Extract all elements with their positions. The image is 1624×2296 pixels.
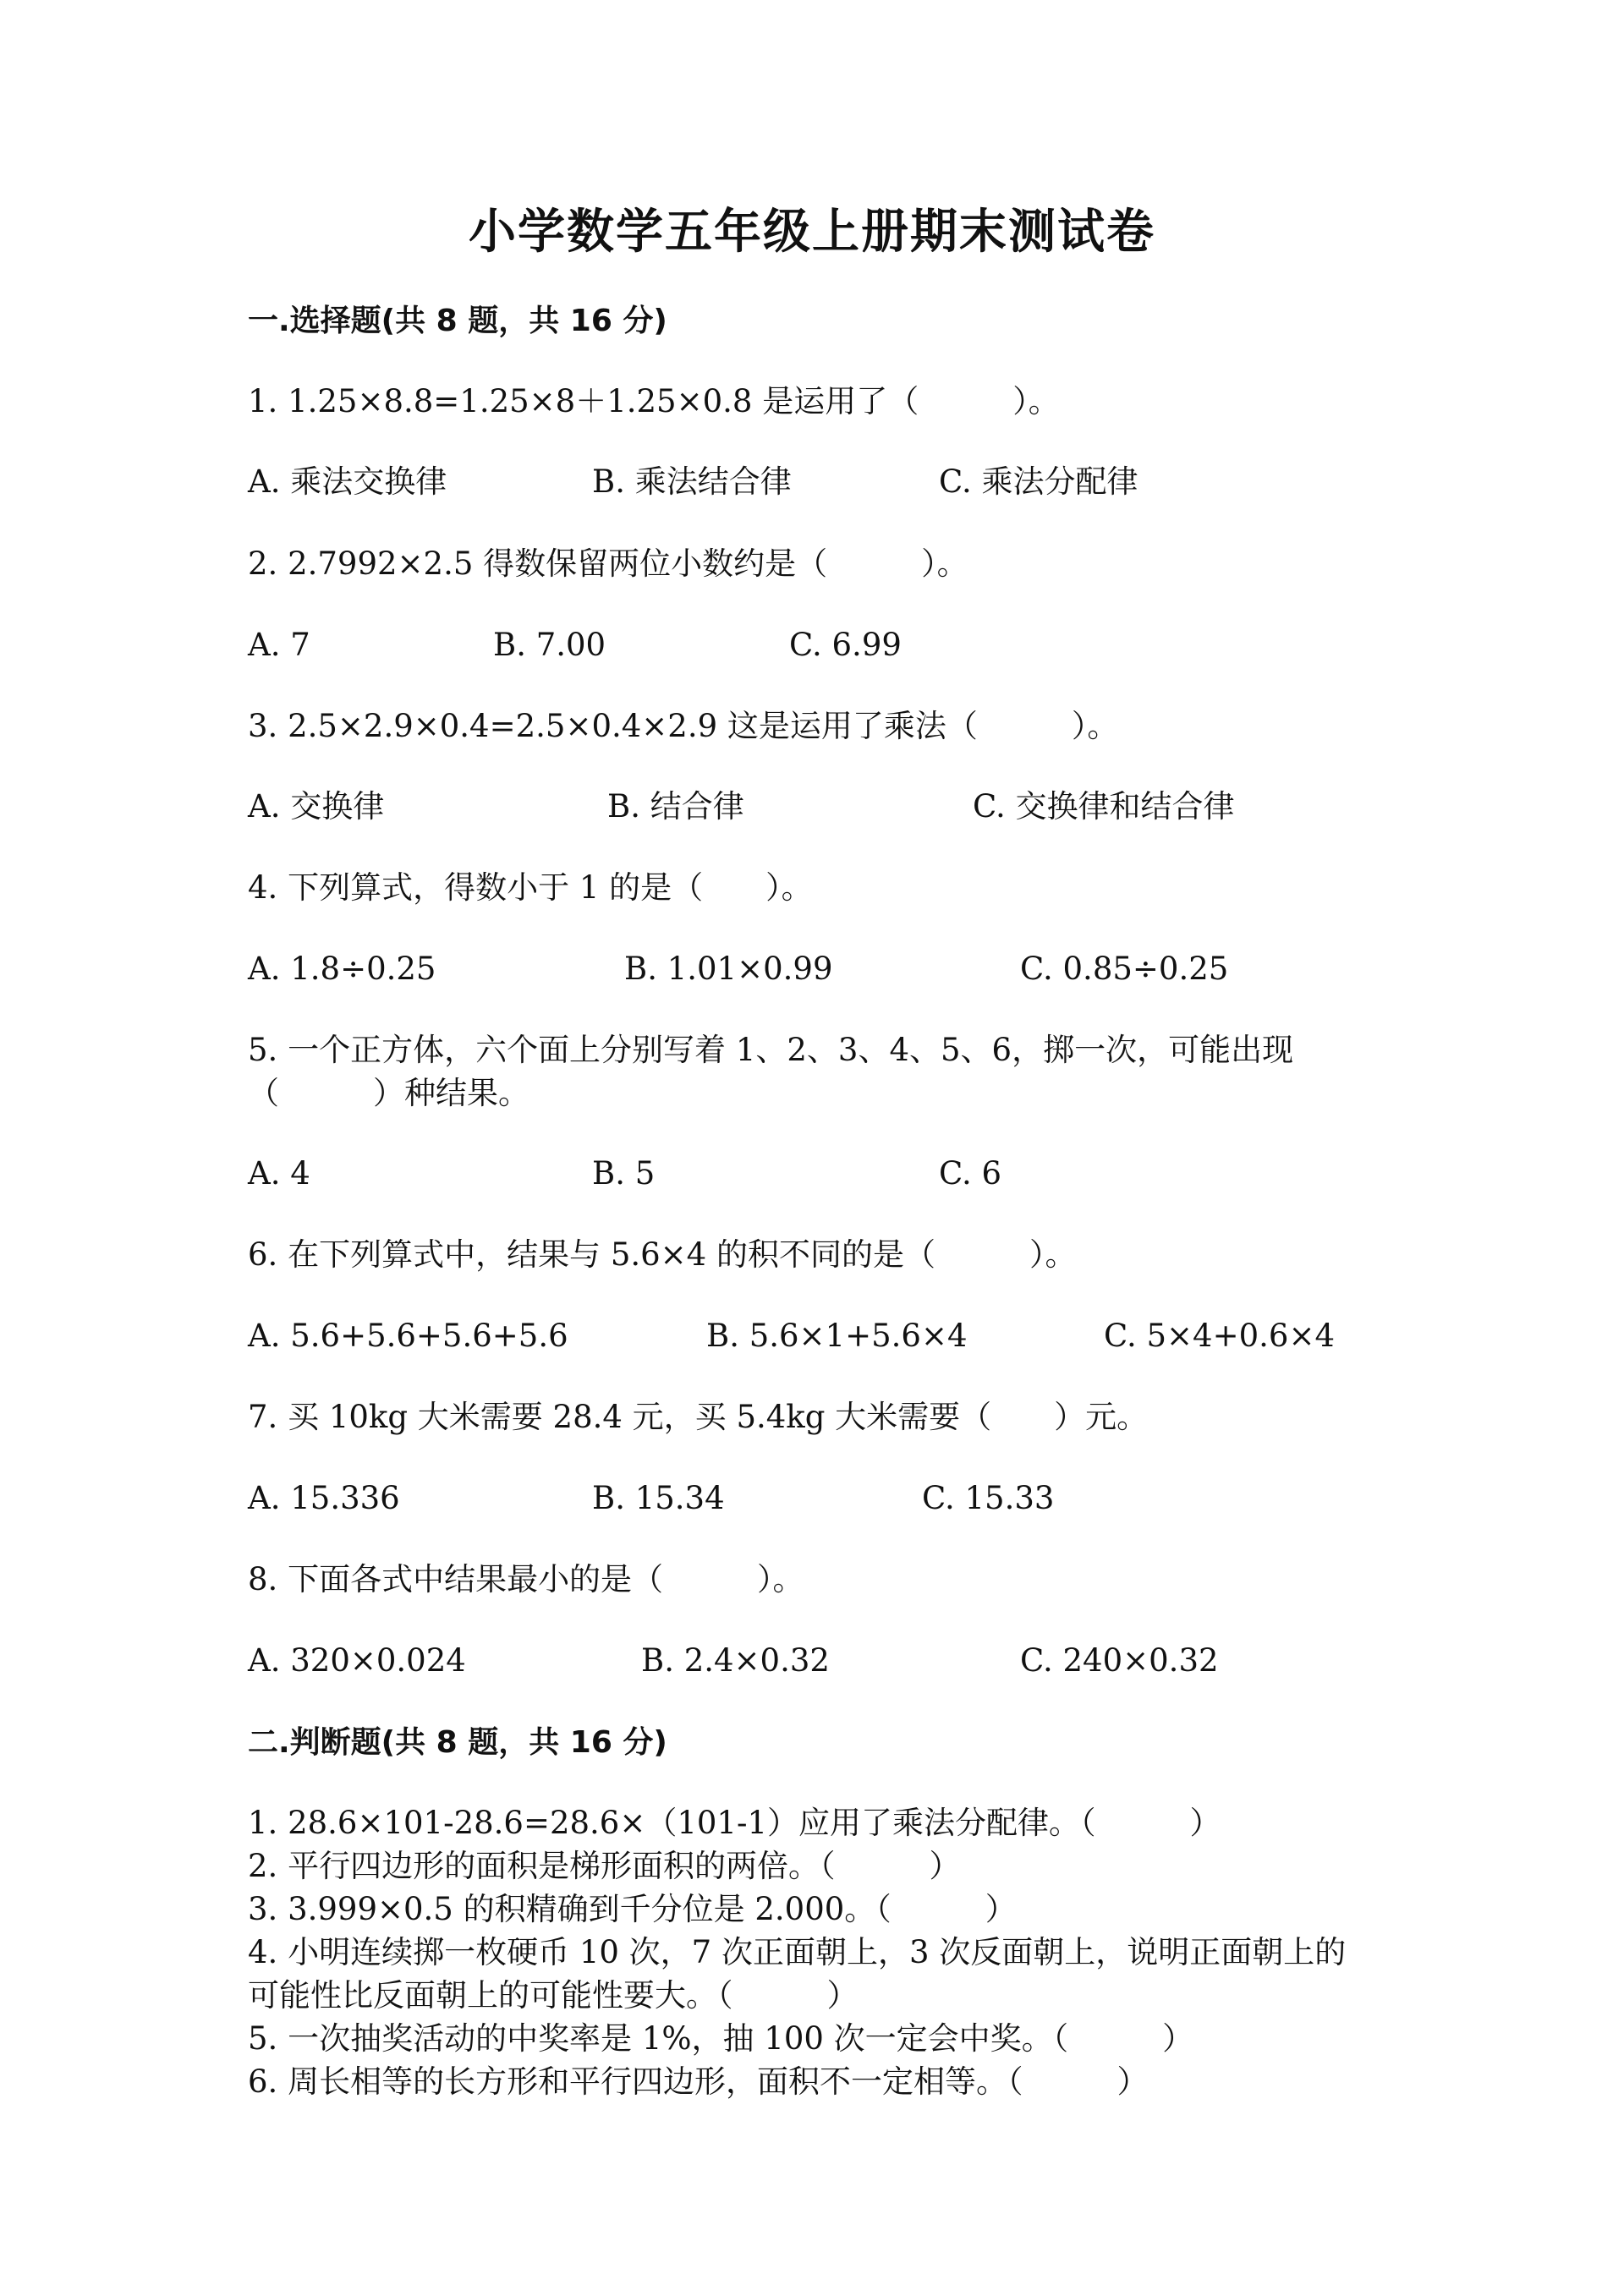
q1-option-c: C. 乘法分配律 <box>939 463 1138 500</box>
judgment-item-4: 4. 小明连续掷一枚硬币 10 次，7 次正面朝上，3 次反面朝上，说明正面朝上的 <box>248 1934 1347 1970</box>
q8-option-b: B. 2.4×0.32 <box>641 1642 830 1679</box>
q2-option-a: A. 7 <box>248 627 310 663</box>
judgment-item-5: 5. 一次抽奖活动的中奖率是 1%，抽 100 次一定会中奖。（ ） <box>248 2020 1194 2057</box>
judgment-item-2: 2. 平行四边形的面积是梯形面积的两倍。（ ） <box>248 1848 961 1884</box>
page-title: 小学数学五年级上册期末测试卷 <box>469 204 1155 260</box>
q4-option-a: A. 1.8÷0.25 <box>248 951 436 987</box>
question-8: 8. 下面各式中结果最小的是（ ）。 <box>248 1561 804 1597</box>
question-7: 7. 买 10kg 大米需要 28.4 元，买 5.4kg 大米需要（ ）元。 <box>248 1399 1149 1435</box>
judgment-item-3: 3. 3.999×0.5 的积精确到千分位是 2.000。（ ） <box>248 1891 1017 1927</box>
q2-option-c: C. 6.99 <box>789 627 902 663</box>
q5-option-b: B. 5 <box>592 1155 656 1192</box>
q6-option-c: C. 5×4+0.6×4 <box>1104 1318 1335 1354</box>
q4-option-b: B. 1.01×0.99 <box>624 951 833 987</box>
q7-option-a: A. 15.336 <box>248 1480 400 1516</box>
question-6: 6. 在下列算式中，结果与 5.6×4 的积不同的是（ ）。 <box>248 1236 1077 1273</box>
q7-option-b: B. 15.34 <box>592 1480 725 1516</box>
q1-option-b: B. 乘法结合律 <box>592 463 792 500</box>
q3-option-c: C. 交换律和结合律 <box>973 788 1235 825</box>
q5-option-c: C. 6 <box>939 1155 1002 1192</box>
q1-option-a: A. 乘法交换律 <box>248 463 447 500</box>
judgment-item-4-continued: 可能性比反面朝上的可能性要大。（ ） <box>248 1977 859 2014</box>
q6-option-b: B. 5.6×1+5.6×4 <box>706 1318 968 1354</box>
question-1: 1. 1.25×8.8=1.25×8＋1.25×0.8 是运用了（ ）。 <box>248 383 1060 419</box>
q5-option-a: A. 4 <box>248 1155 310 1192</box>
question-4: 4. 下列算式，得数小于 1 的是（ ）。 <box>248 869 813 906</box>
q3-option-b: B. 结合律 <box>607 788 744 825</box>
q8-option-c: C. 240×0.32 <box>1020 1642 1219 1679</box>
section-heading-judgment: 二.判断题(共 8 题，共 16 分) <box>248 1725 667 1760</box>
q2-option-b: B. 7.00 <box>493 627 606 663</box>
q3-option-a: A. 交换律 <box>248 788 385 825</box>
question-3: 3. 2.5×2.9×0.4=2.5×0.4×2.9 这是运用了乘法（ ）。 <box>248 708 1119 744</box>
q4-option-c: C. 0.85÷0.25 <box>1020 951 1229 987</box>
question-2: 2. 2.7992×2.5 得数保留两位小数约是（ ）。 <box>248 545 968 582</box>
q8-option-a: A. 320×0.024 <box>248 1642 466 1679</box>
question-5-continued: （ ）种结果。 <box>248 1075 529 1111</box>
judgment-item-1: 1. 28.6×101-28.6=28.6×（101-1）应用了乘法分配律。（ ） <box>248 1805 1221 1841</box>
judgment-item-6: 6. 周长相等的长方形和平行四边形，面积不一定相等。（ ） <box>248 2063 1149 2100</box>
question-5: 5. 一个正方体，六个面上分别写着 1、2、3、4、5、6，掷一次，可能出现 <box>248 1032 1294 1068</box>
q7-option-c: C. 15.33 <box>922 1480 1055 1516</box>
q6-option-a: A. 5.6+5.6+5.6+5.6 <box>248 1318 568 1354</box>
section-heading-choice: 一.选择题(共 8 题，共 16 分) <box>248 304 667 338</box>
